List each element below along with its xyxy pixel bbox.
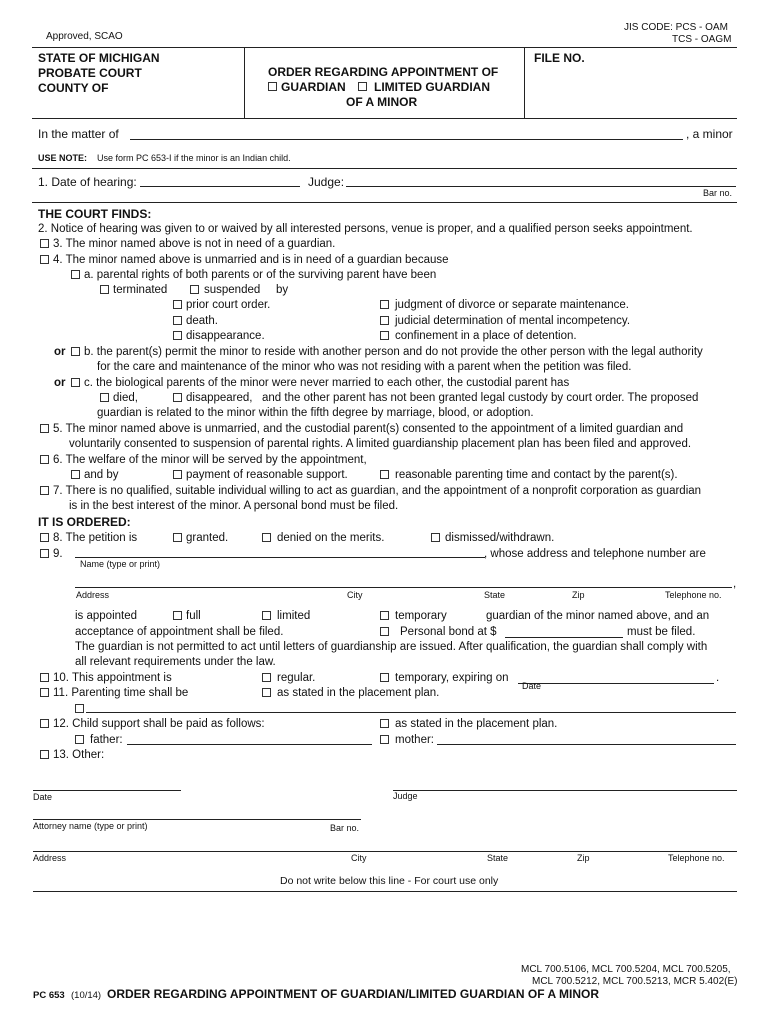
regular-label: regular. <box>277 672 316 684</box>
form-revision: (10/14) <box>71 990 102 1001</box>
dismissed-label: dismissed/withdrawn. <box>445 532 555 544</box>
it-is-ordered-heading: IT IS ORDERED: <box>38 515 131 529</box>
city-caption: City <box>347 590 363 600</box>
temporary-expiring-label: temporary, expiring on <box>395 672 509 684</box>
prior-court-order-label: prior court order. <box>186 299 271 311</box>
limited-checkbox[interactable] <box>262 611 271 620</box>
name-caption: Name (type or print) <box>80 559 161 569</box>
finding-4c-line-1: c. the biological parents of the minor were never married to each other, the custodial parent has <box>84 377 570 389</box>
finding-5-line-2: voluntarily consented to suspension of parental rights. A limited guardianship placement plan has been filed and approved. <box>69 438 692 450</box>
order-9-checkbox[interactable] <box>40 549 49 558</box>
must-be-filed-text: must be filed. <box>627 626 696 638</box>
jis-code-2: TCS - OAGM <box>672 34 732 45</box>
acceptance-text: acceptance of appointment shall be filed. <box>75 626 284 638</box>
zip-caption: Zip <box>572 590 585 600</box>
address-comma: , <box>733 578 737 590</box>
finding-4b-line-2: for the care and maintenance of the minor who was not residing with a parent when the petition was filed. <box>97 361 632 373</box>
letters-text-2: all relevant requirements under the law. <box>75 656 276 668</box>
state-caption: State <box>484 590 506 600</box>
placement-plan-checkbox[interactable] <box>262 688 271 697</box>
court-finds-heading: THE COURT FINDS: <box>38 207 152 221</box>
finding-5-line-1: 5. The minor named above is unmarried, and the custodial parent(s) consented to the appointment of a limited guardian and <box>53 423 684 435</box>
court-name: PROBATE COURT <box>38 66 142 80</box>
limited-guardian-type-checkbox[interactable] <box>358 82 367 91</box>
court-state: STATE OF MICHIGAN <box>38 51 160 65</box>
court-use-rule <box>33 891 737 892</box>
bond-amount-field[interactable] <box>505 637 623 638</box>
guardian-address-field[interactable] <box>75 587 732 588</box>
support-placement-plan-checkbox[interactable] <box>380 719 389 728</box>
guardian-of-minor-text: guardian of the minor named above, and an <box>486 610 710 622</box>
telephone-caption: Telephone no. <box>665 590 722 600</box>
incompetency-label: judicial determination of mental incompetency. <box>395 315 631 327</box>
suspended-label: suspended <box>204 284 261 296</box>
and-by-checkbox[interactable] <box>71 470 80 479</box>
finding-6-checkbox[interactable] <box>40 455 49 464</box>
finding-4a-checkbox[interactable] <box>71 270 80 279</box>
finding-4c-checkbox[interactable] <box>71 378 80 387</box>
order-8-label: 8. The petition is <box>53 532 138 544</box>
order-11-checkbox[interactable] <box>40 688 49 697</box>
order-12-checkbox[interactable] <box>40 719 49 728</box>
form-title-line-3: OF A MINOR <box>346 95 418 109</box>
attorney-telephone-caption: Telephone no. <box>668 853 725 863</box>
dismissed-checkbox[interactable] <box>431 533 440 542</box>
finding-6: 6. The welfare of the minor will be served by the appointment, <box>53 454 367 466</box>
disappearance-label: disappearance. <box>186 330 265 342</box>
mcl-citation-2: MCL 700.5212, MCL 700.5213, MCR 5.402(E) <box>532 976 738 987</box>
confinement-label: confinement in a place of detention. <box>395 330 577 342</box>
finding-3: 3. The minor named above is not in need of a guardian. <box>53 238 336 250</box>
attorney-name-caption: Attorney name (type or print) <box>33 821 148 831</box>
death-checkbox[interactable] <box>173 316 182 325</box>
denied-checkbox[interactable] <box>262 533 271 542</box>
expiration-date-field[interactable] <box>518 683 714 684</box>
file-number-label: FILE NO. <box>534 51 585 65</box>
and-by-label: and by <box>84 469 119 481</box>
divorce-label: judgment of divorce or separate maintenance. <box>395 299 629 311</box>
guardian-type-checkbox[interactable] <box>268 82 277 91</box>
mcl-citation-1: MCL 700.5106, MCL 700.5204, MCL 700.5205, <box>521 964 731 975</box>
suspended-checkbox[interactable] <box>190 285 199 294</box>
finding-4-checkbox[interactable] <box>40 255 49 264</box>
minor-name-field[interactable] <box>130 139 683 140</box>
use-note-label: USE NOTE: <box>38 153 88 163</box>
disappearance-checkbox[interactable] <box>173 331 182 340</box>
order-11-label: 11. Parenting time shall be <box>53 687 189 699</box>
attorney-bar-no-caption: Bar no. <box>330 823 360 833</box>
header-divider-1 <box>244 47 245 118</box>
finding-7-checkbox[interactable] <box>40 486 49 495</box>
finding-4a: a. parental rights of both parents or of the surviving parent have been <box>84 269 437 281</box>
father-checkbox[interactable] <box>75 735 84 744</box>
order-date-field[interactable] <box>33 790 181 791</box>
bond-label: Personal bond at $ <box>400 626 497 638</box>
section-rule-1 <box>32 168 737 169</box>
matter-label: In the matter of <box>38 127 119 141</box>
mother-label: mother: <box>395 734 434 746</box>
death-label: death. <box>186 315 218 327</box>
died-label: died, <box>113 392 138 404</box>
attorney-state-caption: State <box>487 853 509 863</box>
granted-checkbox[interactable] <box>173 533 182 542</box>
finding-7-line-2: is in the best interest of the minor. A personal bond must be filed. <box>69 500 399 512</box>
disappeared-checkbox[interactable] <box>173 393 182 402</box>
finding-4c-line-3: guardian is related to the minor within the fifth degree by marriage, blood, or adoption. <box>97 407 534 419</box>
father-support-field[interactable] <box>127 744 372 745</box>
attorney-address-field[interactable] <box>33 851 737 852</box>
form-title-limited-guardian: LIMITED GUARDIAN <box>374 80 490 94</box>
finding-4c-line-2: and the other parent has not been granted legal custody by court order. The proposed <box>262 392 699 404</box>
finding-5-checkbox[interactable] <box>40 424 49 433</box>
regular-checkbox[interactable] <box>262 673 271 682</box>
attorney-zip-caption: Zip <box>577 853 590 863</box>
support-label: payment of reasonable support. <box>186 469 348 481</box>
prior-court-order-checkbox[interactable] <box>173 300 182 309</box>
finding-3-checkbox[interactable] <box>40 239 49 248</box>
court-use-notice: Do not write below this line - For court use only <box>280 875 499 887</box>
or-label-4c: or <box>54 377 66 389</box>
died-checkbox[interactable] <box>100 393 109 402</box>
finding-4: 4. The minor named above is unmarried and is in need of a guardian because <box>53 254 449 266</box>
parenting-time-other-field[interactable] <box>86 712 736 713</box>
support-placement-plan-label: as stated in the placement plan. <box>395 718 558 730</box>
full-checkbox[interactable] <box>173 611 182 620</box>
temporary-checkbox[interactable] <box>380 611 389 620</box>
granted-label: granted. <box>186 532 229 544</box>
order-10-label: 10. This appointment is <box>53 672 172 684</box>
hearing-date-field[interactable] <box>140 186 300 187</box>
disappeared-label: disappeared, <box>186 392 253 404</box>
use-note-text: Use form PC 653-I if the minor is an Indian child. <box>97 153 291 163</box>
finding-2: 2. Notice of hearing was given to or waived by all interested persons, venue is proper, and a qualified person seeks appointment. <box>38 223 693 235</box>
parenting-time-checkbox[interactable] <box>380 470 389 479</box>
finding-7-line-1: 7. There is no qualified, suitable individual willing to act as guardian, and the appointment of a nonprofit corporation as guardian <box>53 485 702 497</box>
finding-4b-checkbox[interactable] <box>71 347 80 356</box>
denied-label: denied on the merits. <box>277 532 385 544</box>
bond-checkbox[interactable] <box>380 627 389 636</box>
confinement-checkbox[interactable] <box>380 331 389 340</box>
judge-bar-no-caption: Bar no. <box>703 188 733 198</box>
judge-signature-field[interactable] <box>393 790 737 791</box>
attorney-address-caption: Address <box>33 853 67 863</box>
or-label-4b: or <box>54 346 66 358</box>
judge-label: Judge: <box>308 175 345 189</box>
mother-checkbox[interactable] <box>380 735 389 744</box>
attorney-name-field[interactable] <box>33 819 361 820</box>
placement-plan-label: as stated in the placement plan. <box>277 687 440 699</box>
order-date-caption: Date <box>33 792 53 802</box>
form-title-line-1: ORDER REGARDING APPOINTMENT OF <box>268 65 499 79</box>
address-suffix: , whose address and telephone number are <box>484 548 706 560</box>
header-top-rule <box>32 47 737 48</box>
order-12-label: 12. Child support shall be paid as follows: <box>53 718 265 730</box>
order-13-checkbox[interactable] <box>40 750 49 759</box>
expiration-period: . <box>716 672 720 684</box>
header-bottom-rule <box>32 118 737 119</box>
court-county-label: COUNTY OF <box>38 81 109 95</box>
attorney-city-caption: City <box>351 853 367 863</box>
terminated-checkbox[interactable] <box>100 285 109 294</box>
address-caption: Address <box>76 590 110 600</box>
hearing-date-label: 1. Date of hearing: <box>38 175 137 189</box>
parenting-time-label: reasonable parenting time and contact by the parent(s). <box>395 469 678 481</box>
finding-4b-line-1: b. the parent(s) permit the minor to reside with another person and do not provide the other person with the legal authority <box>84 346 703 358</box>
by-label: by <box>276 284 289 296</box>
support-checkbox[interactable] <box>173 470 182 479</box>
footer-form-title: ORDER REGARDING APPOINTMENT OF GUARDIAN/LIMITED GUARDIAN OF A MINOR <box>107 987 599 1001</box>
is-appointed-label: is appointed <box>75 610 138 622</box>
order-9-label: 9. <box>53 548 63 560</box>
matter-suffix: , a minor <box>686 127 733 141</box>
judge-name-field[interactable] <box>346 186 736 187</box>
terminated-label: terminated <box>113 284 168 296</box>
section-rule-2 <box>32 202 737 203</box>
order-8-checkbox[interactable] <box>40 533 49 542</box>
guardian-name-field[interactable] <box>75 557 485 558</box>
full-label: full <box>186 610 201 622</box>
judge-signature-caption: Judge <box>393 791 418 801</box>
form-id: PC 653 <box>33 990 65 1001</box>
approval-note: Approved, SCAO <box>46 31 123 42</box>
mother-support-field[interactable] <box>437 744 736 745</box>
header-divider-2 <box>524 47 525 118</box>
father-label: father: <box>90 734 123 746</box>
order-10-checkbox[interactable] <box>40 673 49 682</box>
parenting-time-other-checkbox[interactable] <box>75 704 84 713</box>
limited-label: limited <box>277 610 311 622</box>
order-13-label: 13. Other: <box>53 749 105 761</box>
incompetency-checkbox[interactable] <box>380 316 389 325</box>
form-title-guardian: GUARDIAN <box>281 80 346 94</box>
expiration-date-caption: Date <box>522 681 542 691</box>
divorce-checkbox[interactable] <box>380 300 389 309</box>
letters-text-1: The guardian is not permitted to act until letters of guardianship are issued. After qualification, the guardian shall comply with <box>75 641 708 653</box>
jis-code-1: JIS CODE: PCS - OAM <box>624 22 728 33</box>
temporary-label: temporary <box>395 610 447 622</box>
file-number-field[interactable] <box>590 50 735 70</box>
temporary-expiring-checkbox[interactable] <box>380 673 389 682</box>
